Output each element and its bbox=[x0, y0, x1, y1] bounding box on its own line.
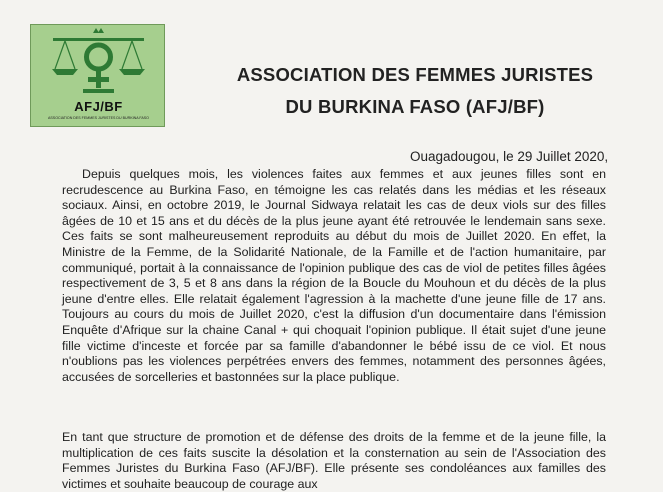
place-and-date: Ouagadougou, le 29 Juillet 2020, bbox=[410, 149, 609, 164]
logo-subtitle: ASSOCIATION DES FEMMES JURISTES DU BURKINA FASO bbox=[48, 116, 149, 120]
body-paragraph-2: En tant que structure de promotion et de défense des droits de la femme et de la jeune fille, la multiplication de ces faits suscite la désolation et la consternation au sein de l'Association des Femmes Juristes du Burkina Faso (AFJ/BF). Elle présente ses condoléances aux familles des victimes et souhaite beaucoup de courage aux bbox=[62, 430, 606, 491]
logo-acronym: AFJ/BF bbox=[74, 99, 123, 114]
page-title-line-2: DU BURKINA FASO (AFJ/BF) bbox=[285, 96, 545, 117]
afjbf-logo bbox=[30, 24, 165, 127]
body-paragraph-1: Depuis quelques mois, les violences faites aux femmes et aux jeunes filles sont en recrudescence au Burkina Faso, en témoigne les cas relatés dans les médias et les réseaux sociaux. Ainsi, en octobre 2019, le Journal Sidwaya relatait les cas de deux viols sur des filles âgées de 10 et 15 ans et du décès de la plus jeune ayant été retrouvée le lendemain sans sexe. Ces faits se sont malheureusement reproduits au début du mois de Juillet 2020. En effet, la Ministre de la Femme, de la Solidarité Nationale, de la Famille et de l'action humanitaire, par communiqué, portait à la connaissance de l'opinion publique des cas de viol de petites filles âgées respectivement de 3, 5 et 8 ans dans la région de la Boucle du Mouhoun et du décès de la plus jeune d'entre elles. Elle relatait également l'agression à la machette d'une jeune fille de 17 ans. Toujours au cours du mois de Juillet 2020, c'est la diffusion d'un documentaire dans l'émission Enquête d'Afrique sur la chaine Canal + qui choquait l'opinion publique. Il était sujet d'une jeune fille victime d'inceste et forcée par sa famille d'abandonner le bébé issu de ce viol. Et nous n'oublions pas les violences perpétrées envers des femmes, notamment des personnes âgées, accusées de sorcelleries et bastonnées sur la place publique. bbox=[62, 167, 606, 384]
page-title-line-1: ASSOCIATION DES FEMMES JURISTES bbox=[236, 64, 594, 85]
